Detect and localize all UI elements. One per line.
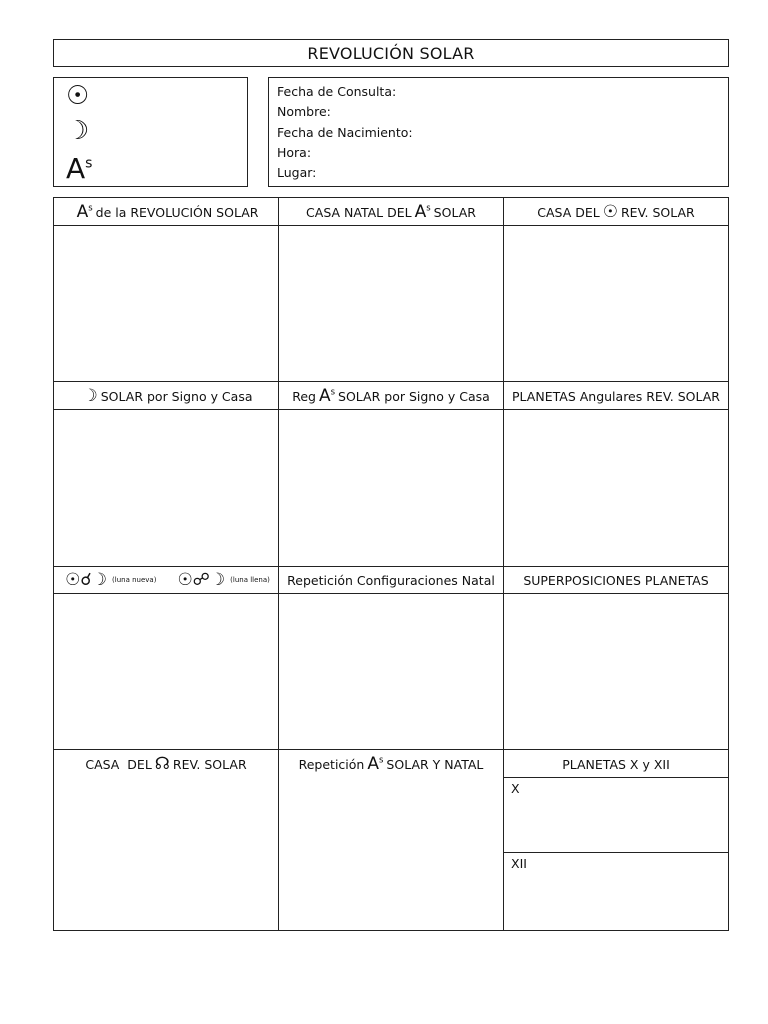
column-divider — [503, 197, 504, 931]
nombre-label: Nombre: — [277, 104, 331, 120]
row-divider — [53, 381, 729, 382]
header-reg-asc: Reg $A^s$ SOLAR por Signo y Casa — [292, 386, 490, 406]
header-lunaciones: ☉☌☽ (luna nueva) ☉☍☽ (luna llena) — [65, 570, 270, 590]
ascendant-icon: $A^s$ — [414, 202, 431, 222]
house-x-label: X — [511, 781, 520, 796]
column-divider — [278, 197, 279, 931]
header-asc-revolucion: $A^s$ de la REVOLUCIÓN SOLAR — [76, 202, 259, 222]
moon-icon: ☽ — [66, 116, 90, 146]
sun-icon: ☉ — [602, 202, 618, 222]
house-xii-label: XII — [511, 856, 527, 871]
conjunction-icon: ☉☌☽ — [65, 570, 108, 590]
header-repeticion-asc: Repetición $A^s$ SOLAR Y NATAL — [298, 754, 484, 774]
header-casa-natal-asc: CASA NATAL DEL $A^s$ SOLAR — [306, 202, 476, 222]
fecha-nacimiento-label: Fecha de Nacimiento: — [277, 124, 413, 140]
row-divider — [53, 749, 729, 750]
row-divider — [53, 593, 729, 594]
row-divider — [53, 409, 729, 410]
north-node-icon: ☊ — [154, 754, 170, 774]
row-divider — [503, 852, 729, 853]
fecha-consulta-label: Fecha de Consulta: — [277, 84, 397, 99]
row-divider — [503, 777, 729, 778]
header-repeticion-config: Repetición Configuraciones Natal — [287, 572, 495, 588]
moon-icon: ☽ — [82, 386, 98, 406]
opposition-icon: ☉☍☽ — [177, 570, 226, 590]
header-planetas-x-xii: PLANETAS X y XII — [562, 756, 670, 772]
sun-icon: ☉ — [66, 81, 90, 111]
ascendant-icon: $A^s$ — [66, 152, 93, 185]
hora-label: Hora: — [277, 144, 312, 160]
symbol-legend — [53, 77, 248, 187]
header-casa-sol: CASA DEL ☉ REV. SOLAR — [537, 202, 695, 222]
row-divider — [53, 225, 729, 226]
ascendant-icon: $A^s$ — [367, 754, 384, 774]
consultation-info — [268, 77, 729, 187]
header-planetas-angulares: PLANETAS Angulares REV. SOLAR — [512, 388, 720, 404]
ascendant-icon: $A^s$ — [318, 386, 336, 406]
worksheet-grid — [53, 197, 729, 931]
lugar-label: Lugar: — [277, 165, 317, 181]
header-casa-nodo: CASA DEL ☊ REV. SOLAR — [85, 754, 247, 774]
page-title: REVOLUCIÓN SOLAR — [53, 39, 729, 67]
ascendant-icon: $A^s$ — [76, 202, 93, 222]
header-luna-solar: ☽ SOLAR por Signo y Casa — [82, 386, 253, 406]
header-superposiciones: SUPERPOSICIONES PLANETAS — [523, 572, 709, 588]
